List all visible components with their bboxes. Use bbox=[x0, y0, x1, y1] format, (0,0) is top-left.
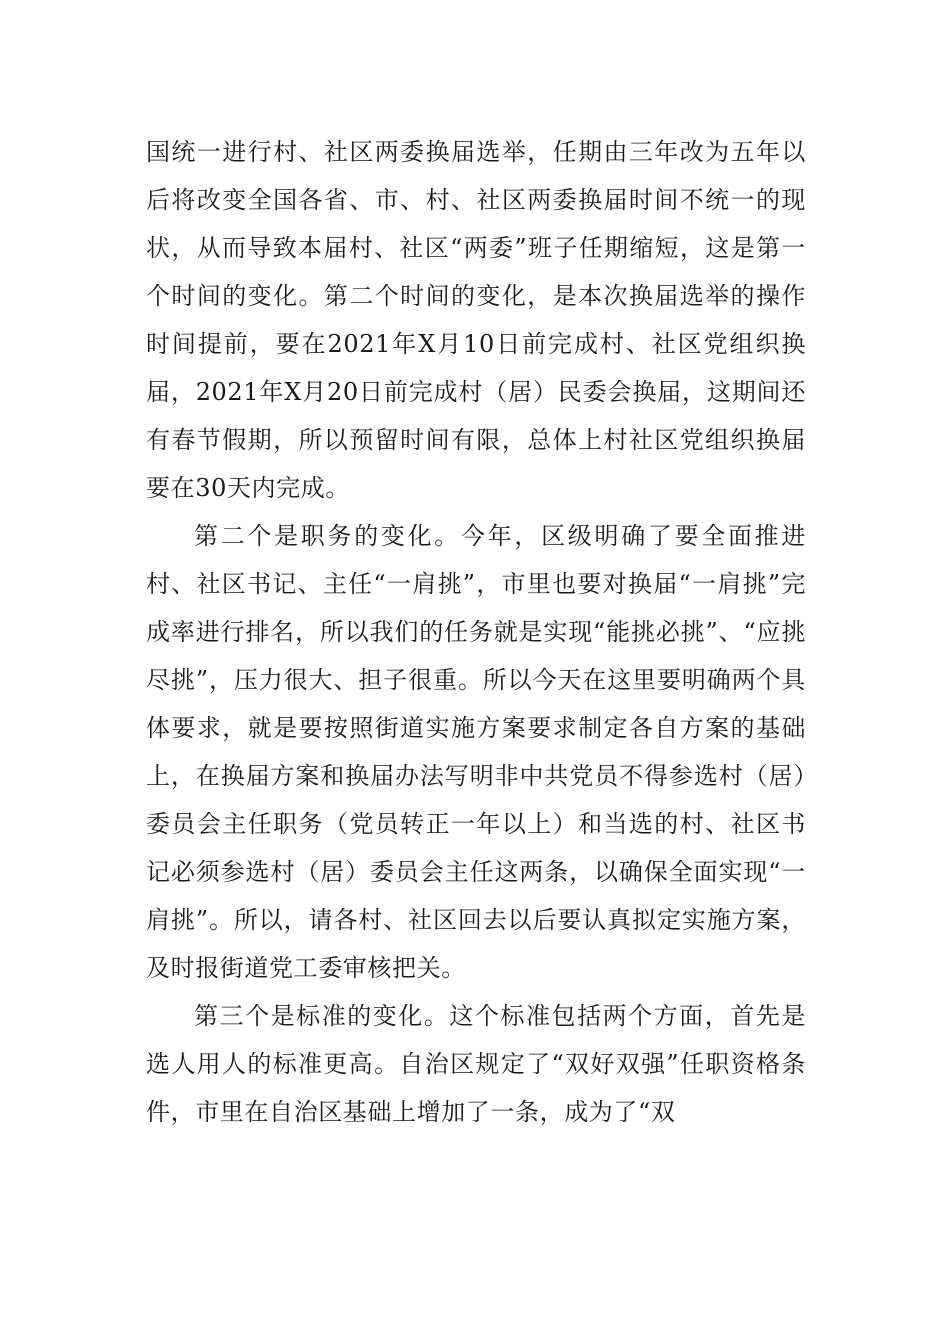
paragraph-duty-change: 第二个是职务的变化。今年，区级明确了要全面推进村、社区书记、主任“一肩挑”，市里也要对换届“一肩挑”完成率进行排名，所以我们的任务就是实现“能挑必挑”、“应挑尽挑”，压力很大、担子很重。所以今天在这里要明确两个具体要求，就是要按照街道实施方案要求制定各自方案的基础上，在换届方案和换届办法写明非中共党员不得参选村（居）委员会主任职务（党员转正一年以上）和当选的村、社区书记必须参选村（居）委员会主任这两条，以确保全面实现“一肩挑”。所以，请各村、社区回去以后要认真拟定实施方案，及时报街道党工委审核把关。 bbox=[146, 522, 806, 982]
paragraph-standard-change: 第三个是标准的变化。这个标准包括两个方面，首先是选人用人的标准更高。自治区规定了“双好双强”任职资格条件，市里在自治区基础上增加了一条，成为了“双 bbox=[146, 1002, 806, 1126]
paragraph-time-change: 国统一进行村、社区两委换届选举，任期由三年改为五年以后将改变全国各省、市、村、社区两委换届时间不统一的现状，从而导致本届村、社区“两委”班子任期缩短，这是第一个时间的变化。第二个时间的变化，是本次换届选举的操作时间提前，要在2021年X月10日前完成村、社区党组织换届，2021年X月20日前完成村（居）民委会换届，这期间还有春节假期，所以预留时间有限，总体上村社区党组织换届要在30天内完成。 bbox=[146, 138, 806, 502]
document-body bbox=[146, 128, 806, 1136]
